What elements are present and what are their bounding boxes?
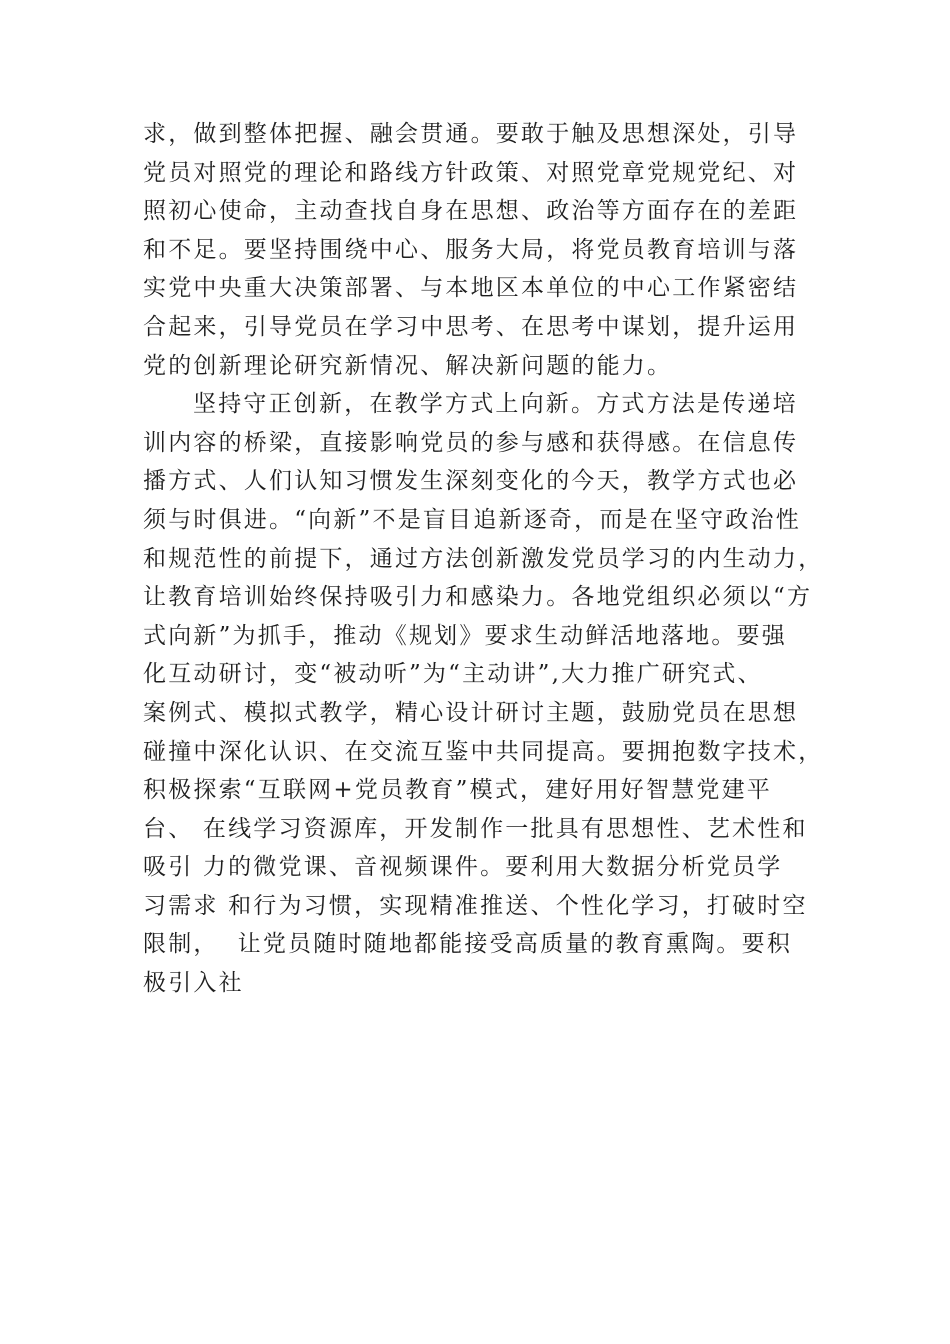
text-line: 极引入社 (143, 970, 244, 997)
text-line: 吸引 力的微党课、音视频课件。要利用大数据分析党员学 (143, 854, 783, 881)
paragraph-2 (143, 385, 843, 1003)
text-line: 播方式、人们认知习惯发生深刻变化的今天，教学方式也必 (143, 468, 799, 495)
text-line: 须与时俱进。“向新”不是盲目追新逐奇，而是在坚守政治性 (143, 506, 801, 533)
text-line: 和不足。要坚持围绕中心、服务大局，将党员教育培训与落 (143, 236, 799, 263)
text-line: 积极探索“互联网+党员教育”模式，建好用好智慧党建平 (143, 777, 772, 804)
body-text (143, 115, 843, 1003)
text-line: 限制， 让党员随时随地都能接受高质量的教育熏陶。要积 (143, 931, 793, 958)
text-line: 习需求 和行为习惯，实现精准推送、个性化学习，打破时空 (143, 892, 808, 919)
text-line: 案例式、模拟式教学，精心设计研讨主题，鼓励党员在思想 (143, 699, 799, 726)
text-line: 碰撞中深化认识、在交流互鉴中共同提高。要拥抱数字技术， (143, 738, 824, 765)
text-line: 求，做到整体把握、融会贯通。要敢于触及思想深处，引导 (143, 121, 799, 147)
text-line-first: 坚持守正创新，在教学方式上向新。方式方法是传递培 (193, 391, 798, 418)
text-line: 式向新”为抓手，推动《规划》要求生动鲜活地落地。要强 (143, 622, 787, 649)
text-line: 合起来，引导党员在学习中思考、在思考中谋划，提升运用 (143, 313, 799, 340)
text-line: 台、 在线学习资源库，开发制作一批具有思想性、艺术性和 (143, 815, 808, 842)
text-line: 党的创新理论研究新情况、解决新问题的能力。 (143, 352, 673, 379)
text-line: 实党中央重大决策部署、与本地区本单位的中心工作紧密结 (143, 275, 799, 302)
text-line: 化互动研讨，变“被动听”为“主动讲”,大力推广研究式、 (143, 661, 763, 688)
text-line: 和规范性的前提下，通过方法创新激发党员学习的内生动力， (143, 545, 824, 572)
paragraph-1 (143, 115, 843, 385)
text-line: 照初心使命，主动查找自身在思想、政治等方面存在的差距 (143, 198, 799, 225)
text-line: 党员对照党的理论和路线方针政策、对照党章党规党纪、对 (143, 159, 799, 186)
text-line: 训内容的桥梁，直接影响党员的参与感和获得感。在信息传 (143, 429, 799, 456)
text-line: 让教育培训始终保持吸引力和感染力。各地党组织必须以“方 (143, 584, 813, 611)
